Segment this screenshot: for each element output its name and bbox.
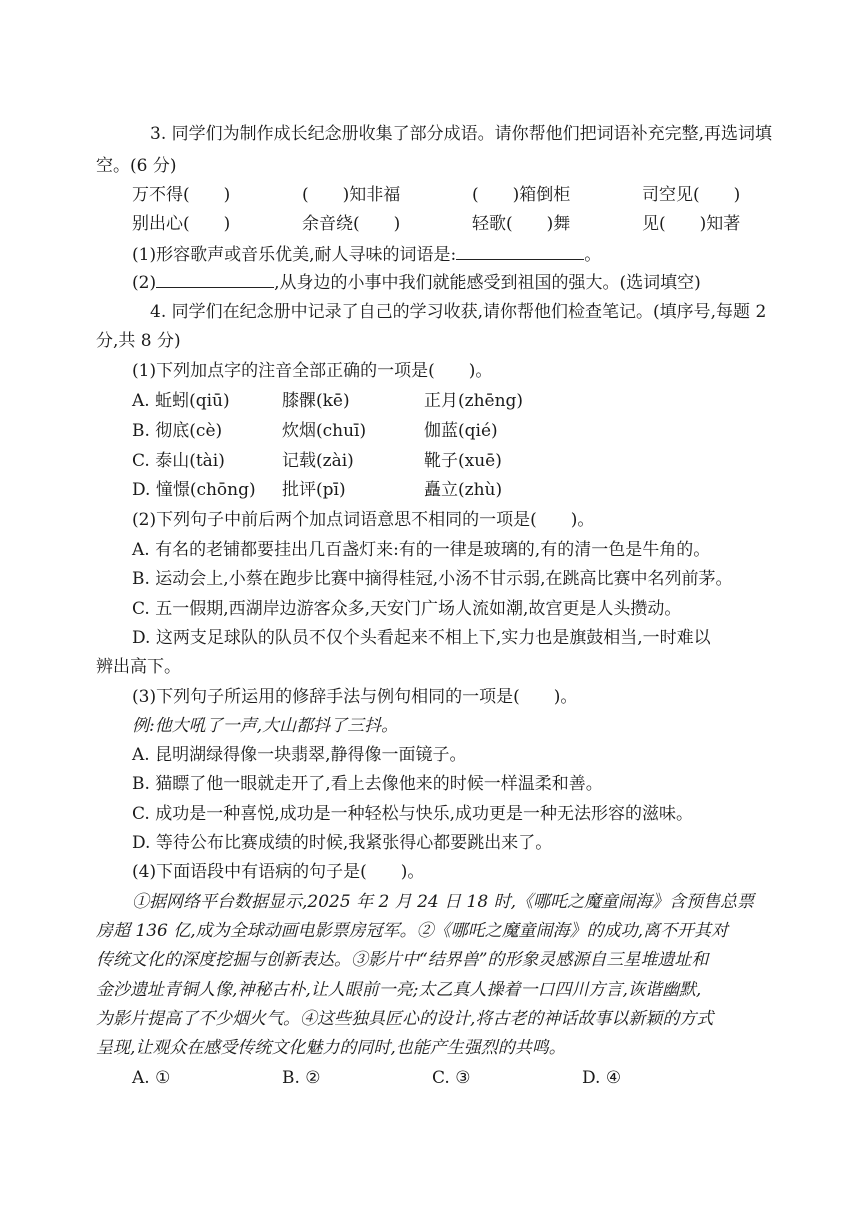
q4-s2-option-d1: D. 这两支足球队的队员不仅个头看起来不相上下,实力也是旗鼓相当,一时难以 <box>132 628 711 648</box>
q4-s2-option-d2: 辨出高下。 <box>96 657 181 677</box>
q4-s2-option-a: A. 有名的老铺都要挂出几百盏灯来:有的一律是玻璃的,有的清一色是牛角的。 <box>132 540 711 560</box>
q4-s3-example: 例:他大吼了一声,大山都抖了三抖。 <box>132 716 399 736</box>
idiom-blank[interactable]: 万不得( ) <box>132 185 231 205</box>
q4-s3-option-d: D. 等待公布比赛成绩的时候,我紧张得心都要跳出来了。 <box>132 833 553 853</box>
q3-sub1-end: 。 <box>584 245 602 265</box>
answer-option-d[interactable]: D. ④ <box>582 1068 622 1088</box>
q3-sub2-text: ,从身边的小事中我们就能感受到祖国的强大。(选词填空) <box>274 273 701 293</box>
q4-s3-option-c: C. 成功是一种喜悦,成功是一种轻松与快乐,成功更是一种无法形容的滋味。 <box>132 804 694 824</box>
answer-blank[interactable] <box>156 271 274 288</box>
q4-s2-stem: (2)下列句子中前后两个加点词语意思不相同的一项是( )。 <box>132 510 595 530</box>
q4-s2-option-c: C. 五一假期,西湖岸边游客众多,天安门广场人流如潮,故宫更是人头攒动。 <box>132 599 682 619</box>
q4-stem-line1: 4. 同学们在纪念册中记录了自己的学习收获,请你帮他们检查笔记。(填序号,每题 2 <box>150 302 767 322</box>
passage-line: 房超 136 亿,成为全球动画电影票房冠军。②《哪吒之魔童闹海》的成功,离不开其对 <box>96 921 729 941</box>
q4-s1-stem: (1)下列加点字的注音全部正确的一项是( )。 <box>132 361 493 381</box>
pinyin-item: 矗立(zhù) <box>424 480 503 500</box>
pinyin-item: 膝髁(kē) <box>282 391 350 411</box>
pinyin-item: 炊烟(chuī) <box>282 421 367 441</box>
pinyin-item: D. 憧憬(chōng) <box>132 480 256 500</box>
answer-option-a[interactable]: A. ① <box>132 1068 171 1088</box>
pinyin-item: 靴子(xuē) <box>424 451 502 471</box>
idiom-blank[interactable]: ( )箱倒柜 <box>472 185 571 205</box>
pinyin-item: B. 彻底(cè) <box>132 421 223 441</box>
passage-line: 金沙遗址青铜人像,神秘古朴,让人眼前一亮;太乙真人操着一口四川方言,诙谐幽默, <box>96 980 702 1000</box>
passage-line: 为影片提高了不少烟火气。④这些独具匠心的设计,将古老的神话故事以新颖的方式 <box>96 1009 714 1029</box>
q3-stem-line1: 3. 同学们为制作成长纪念册收集了部分成语。请你帮他们把词语补充完整,再选词填 <box>150 124 773 144</box>
pinyin-item: 伽蓝(qié) <box>424 421 498 441</box>
q3-stem-line2: 空。(6 分) <box>96 156 177 176</box>
q4-s3-option-b: B. 猫瞟了他一眼就走开了,看上去像他来的时候一样温柔和善。 <box>132 774 603 794</box>
passage-line: 传统文化的深度挖掘与创新表达。③影片中“结界兽”的形象灵感源自三星堆遗址和 <box>96 950 709 970</box>
idiom-blank[interactable]: 见( )知著 <box>642 214 741 234</box>
idiom-blank[interactable]: ( )知非福 <box>302 185 401 205</box>
q4-s2-option-b: B. 运动会上,小蔡在跑步比赛中摘得桂冠,小汤不甘示弱,在跳高比赛中名列前茅。 <box>132 569 733 589</box>
idiom-blank[interactable]: 轻歌( )舞 <box>472 214 571 234</box>
idiom-blank[interactable]: 余音绕( ) <box>302 214 401 234</box>
q4-s4-stem: (4)下面语段中有语病的句子是( )。 <box>132 862 425 882</box>
passage-line: 呈现,让观众在感受传统文化魅力的同时,也能产生强烈的共鸣。 <box>96 1038 566 1058</box>
idiom-blank[interactable]: 别出心( ) <box>132 214 231 234</box>
idiom-blank[interactable]: 司空见( ) <box>642 185 741 205</box>
pinyin-item: 批评(pī) <box>282 480 346 500</box>
pinyin-item: A. 蚯蚓(qiū) <box>132 391 230 411</box>
q4-s3-stem: (3)下列句子所运用的修辞手法与例句相同的一项是( )。 <box>132 687 578 707</box>
pinyin-item: C. 泰山(tài) <box>132 451 225 471</box>
q3-sub2-label: (2) <box>132 273 157 293</box>
q3-sub1 <box>132 243 601 266</box>
q3-sub1-text: (1)形容歌声或音乐优美,耐人寻味的词语是: <box>132 245 457 265</box>
pinyin-item: 正月(zhēng) <box>424 391 524 411</box>
answer-blank[interactable] <box>456 243 584 260</box>
q3-sub2 <box>132 271 701 294</box>
pinyin-item: 记载(zài) <box>282 451 354 471</box>
answer-option-b[interactable]: B. ② <box>282 1068 321 1088</box>
answer-option-c[interactable]: C. ③ <box>432 1068 471 1088</box>
passage-line: ①据网络平台数据显示,2025 年 2 月 24 日 18 时,《哪吒之魔童闹海》含预售总票 <box>132 892 754 912</box>
q4-stem-line2: 分,共 8 分) <box>96 331 181 351</box>
q4-s3-option-a: A. 昆明湖绿得像一块翡翠,静得像一面镜子。 <box>132 745 467 765</box>
